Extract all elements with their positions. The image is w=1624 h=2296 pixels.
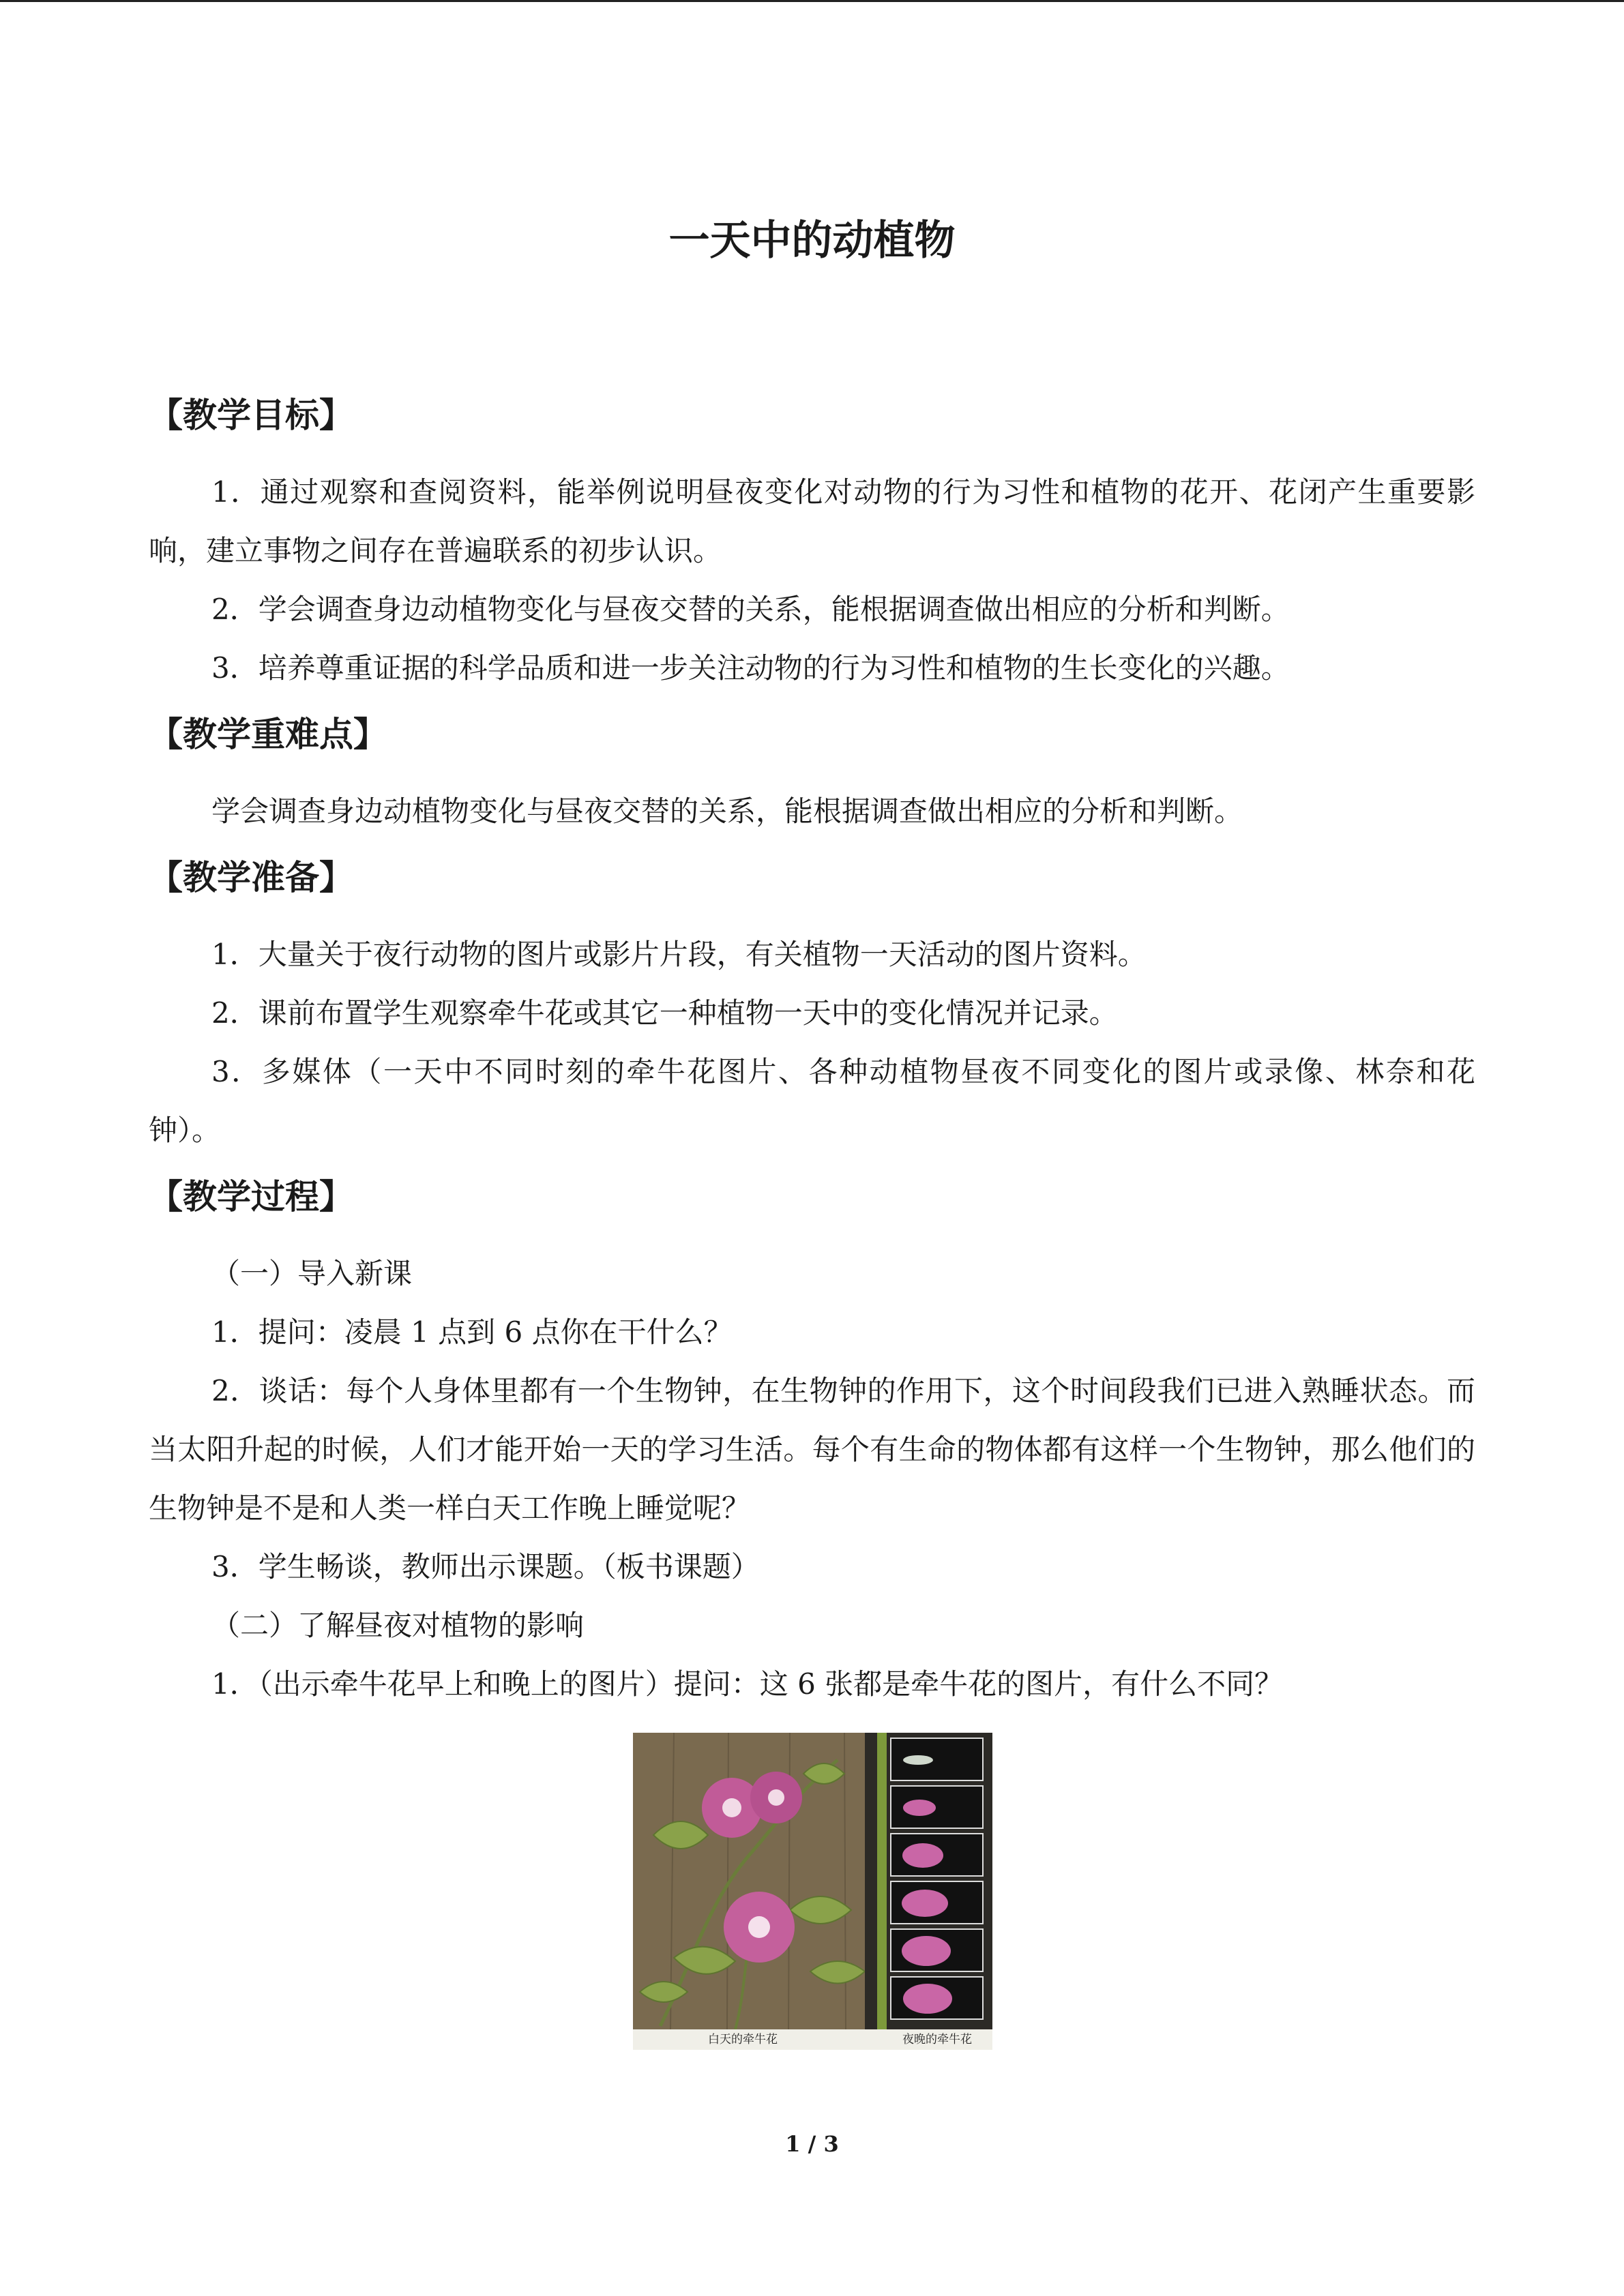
preparation-item: 3．多媒体（一天中不同时刻的牵牛花图片、各种动植物昼夜不同变化的图片或录像、林奈和花钟）。 [149,1055,1475,1147]
section-heading-goals: 【教学目标】 [149,396,353,435]
goal-item: 3．培养尊重证据的科学品质和进一步关注动物的行为习性和植物的生长变化的兴趣。 [211,651,1290,685]
goal-item: 1．通过观察和查阅资料，能举例说明昼夜变化对动物的行为习性和植物的花开、花闭产生重要影响，建立事物之间存在普遍联系的初步认识。 [149,475,1475,567]
morning-glory-illustration [633,1733,992,2050]
preparation-item: 1．大量关于夜行动物的图片或影片片段，有关植物一天活动的图片资料。 [211,938,1147,971]
photo-caption-night: 夜晚的牵牛花 [902,2033,972,2046]
process-part-title: （二）了解昼夜对植物的影响 [211,1609,585,1642]
page-number: 1 / 3 [785,2131,839,2157]
photo-caption-bar [633,2029,992,2050]
page-title: 一天中的动植物 [668,217,956,265]
section-heading-preparation: 【教学准备】 [149,858,353,897]
section-heading-process: 【教学过程】 [149,1177,353,1217]
process-item: 1．（出示牵牛花早上和晚上的图片）提问：这 6 张都是牵牛花的图片，有什么不同？ [211,1667,1284,1701]
section-heading-key-points: 【教学重难点】 [149,715,387,754]
photo-caption-day: 白天的牵牛花 [708,2033,778,2046]
top-border-line [0,0,1624,2]
preparation-item: 2．课前布置学生观察牵牛花或其它一种植物一天中的变化情况并记录。 [211,996,1118,1030]
process-item: 2．谈话：每个人身体里都有一个生物钟，在生物钟的作用下，这个时间段我们已进入熟睡状态。而当太阳升起的时候，人们才能开始一天的学习生活。每个有生命的物体都有这样一个生物钟，那么他们的生物钟是不是和人类一样白天工作晚上睡觉呢？ [149,1374,1475,1525]
process-item: 1．提问：凌晨 1 点到 6 点你在干什么？ [211,1315,733,1349]
morning-glory-photo [633,1733,992,2050]
process-part-title: （一）导入新课 [211,1257,413,1290]
process-item: 3．学生畅谈，教师出示课题。（板书课题） [211,1550,760,1583]
key-points-text: 学会调查身边动植物变化与昼夜交替的关系，能根据调查做出相应的分析和判断。 [211,794,1243,828]
document-body [149,378,1475,2050]
goal-item: 2．学会调查身边动植物变化与昼夜交替的关系，能根据调查做出相应的分析和判断。 [211,593,1290,626]
